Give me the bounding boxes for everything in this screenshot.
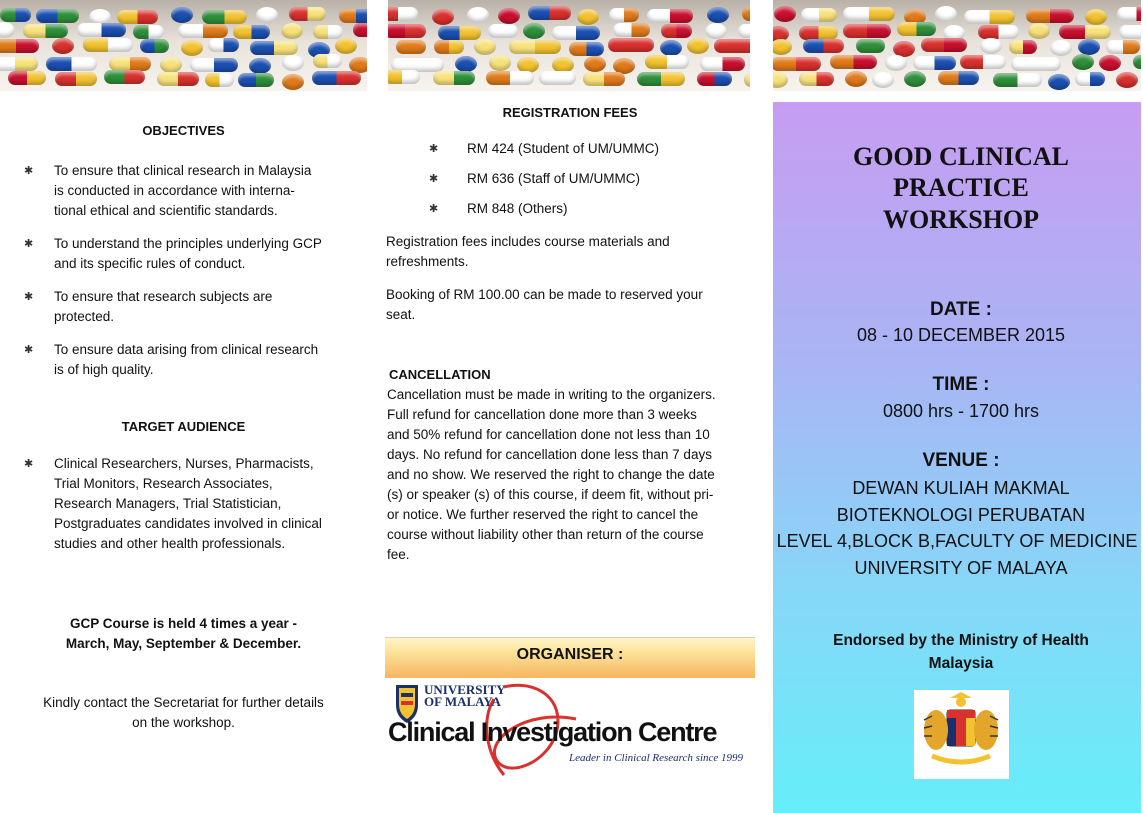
pills-banner-right: [773, 0, 1141, 91]
pill-shape: [845, 71, 867, 87]
bullet-icon: ✱: [24, 458, 34, 470]
objective-item-3: ✱ To ensure that research subjects are protected.: [24, 289, 273, 324]
registration-fees-heading: REGISTRATION FEES: [502, 105, 638, 120]
contact-note: Kindly contact the Secretariat for further details on the workshop.: [43, 695, 324, 730]
fee-item-3: ✱ RM 848 (Others): [429, 199, 749, 219]
bullet-icon: ✱: [24, 291, 34, 303]
course-schedule-note: GCP Course is held 4 times a year - March, May, September & December.: [65, 616, 302, 651]
organiser-label: ORGANISER :: [516, 646, 624, 663]
objective-item-4: ✱ To ensure data arising from clinical research is of high quality.: [24, 342, 319, 377]
pill-shape: [1075, 72, 1104, 86]
pill-shape: [773, 39, 792, 55]
pill-shape: [1048, 74, 1070, 90]
bullet-icon: ✱: [429, 173, 439, 185]
pill-shape: [980, 38, 1002, 54]
pill-shape: [885, 55, 907, 71]
bullet-icon: ✱: [24, 344, 34, 356]
centre-tagline: Leader in Clinical Research since 1999: [569, 752, 744, 764]
pill-shape: [913, 56, 956, 70]
pill-shape: [1119, 25, 1141, 39]
pill-shape: [964, 10, 1015, 24]
pill-shape: [921, 38, 967, 52]
pill-shape: [897, 22, 936, 36]
pill-shape: [978, 25, 1019, 39]
objective-item-1: ✱ To ensure that clinical research in Malaysia is conducted in accordance with interna- tional ethical and scientific standards.: [24, 163, 312, 218]
pill-shape: [1116, 72, 1138, 88]
um-name: UNIVERSITY OF MALAYA: [424, 682, 506, 709]
pill-shape: [960, 55, 1007, 69]
pill-shape: [1133, 55, 1141, 69]
pill-shape: [1078, 39, 1100, 55]
venue-line-2: BIOTEKNOLOGI PERUBATAN: [836, 505, 1086, 525]
pill-shape: [856, 39, 885, 53]
pill-shape: [1117, 7, 1141, 21]
cancellation-heading: CANCELLATION: [389, 367, 491, 382]
booking-note: Booking of RM 100.00 can be made to reserved your seat.: [386, 287, 703, 322]
pill-shape: [993, 73, 1043, 87]
pill-shape: [843, 7, 896, 21]
cic-logo: [386, 679, 756, 789]
pill-shape: [938, 71, 979, 85]
pill-shape: [799, 72, 834, 86]
centre-name: Clinical Investigation Centre: [388, 717, 717, 747]
venue-line-4: UNIVERSITY OF MALAYA: [854, 558, 1068, 578]
venue-line-3: LEVEL 4,BLOCK B,FACULTY OF MEDICINE: [776, 531, 1138, 551]
pill-shape: [830, 55, 877, 69]
date-label: DATE :: [930, 299, 992, 320]
pill-shape: [773, 57, 821, 71]
date-value: 08 - 10 DECEMBER 2015: [856, 325, 1066, 345]
workshop-title-line-3: WORKSHOP: [882, 205, 1039, 234]
left-column: [0, 0, 367, 813]
time-label: TIME :: [932, 374, 990, 395]
pill-shape: [799, 26, 838, 40]
fee-item-1: ✱ RM 424 (Student of UM/UMMC): [429, 139, 749, 159]
objective-item-2: ✱ To understand the principles underlying GCP and its specific rules of conduct.: [24, 236, 322, 271]
pill-shape: [843, 24, 891, 38]
pill-shape: [774, 6, 796, 22]
pill-shape: [935, 6, 957, 22]
fee-item-2: ✱ RM 636 (Staff of UM/UMMC): [429, 169, 749, 189]
malaysia-crest-icon: [914, 690, 1009, 779]
cancellation-text: Cancellation must be made in writing to the organizers. Full refund for cancellation done more than 3 weeks and 50% refund for cancellation done not less than 10 days. No refund for cancellation done less than 7 days and no show. We reserved the right to change the date (s) or speaker (s) of this course, if deem fit, without pri- or notice. We further reserved the right to cancel the course without liability other than return of the course fee.: [387, 387, 716, 562]
coat-of-arms-graphic: [914, 690, 1009, 779]
pill-shape: [1011, 57, 1061, 71]
bullet-icon: ✱: [429, 203, 439, 215]
organiser-bar: [385, 637, 755, 678]
pill-shape: [1026, 9, 1074, 23]
pill-shape: [872, 72, 894, 88]
pill-shape: [1085, 9, 1107, 25]
pill-shape: [1072, 54, 1094, 70]
bullet-icon: ✱: [24, 238, 34, 250]
bullet-icon: ✱: [429, 143, 439, 155]
fees-includes-note: Registration fees includes course materials and refreshments.: [386, 234, 670, 269]
pill-shape: [1050, 40, 1072, 56]
pill-shape: [1009, 40, 1038, 54]
target-audience-heading: TARGET AUDIENCE: [121, 419, 246, 434]
pill-shape: [803, 39, 845, 53]
venue-line-1: DEWAN KULIAH MAKMAL: [852, 478, 1070, 498]
audience-item: ✱ Clinical Researchers, Nurses, Pharmacists, Trial Monitors, Research Associates, Research Managers, Trial Statistician, Postgraduates candidates involved in clinical studies and other health professionals.: [24, 456, 322, 551]
pill-shape: [1059, 25, 1112, 39]
bullet-icon: ✱: [24, 165, 34, 177]
objectives-heading: OBJECTIVES: [142, 123, 225, 138]
venue-label: VENUE :: [922, 450, 1000, 471]
time-value: 0800 hrs - 1700 hrs: [882, 401, 1040, 421]
pill-shape: [773, 72, 788, 88]
pill-shape: [1028, 23, 1050, 39]
pill-shape: [1099, 55, 1121, 71]
workshop-title-line-1: GOOD CLINICAL: [853, 142, 1069, 171]
pill-shape: [904, 71, 926, 87]
workshop-title-line-2: PRACTICE: [893, 173, 1029, 202]
endorsed-note: Endorsed by the Ministry of Health Malaysia: [833, 632, 1089, 672]
pill-shape: [801, 8, 837, 22]
pill-shape: [1106, 40, 1140, 54]
